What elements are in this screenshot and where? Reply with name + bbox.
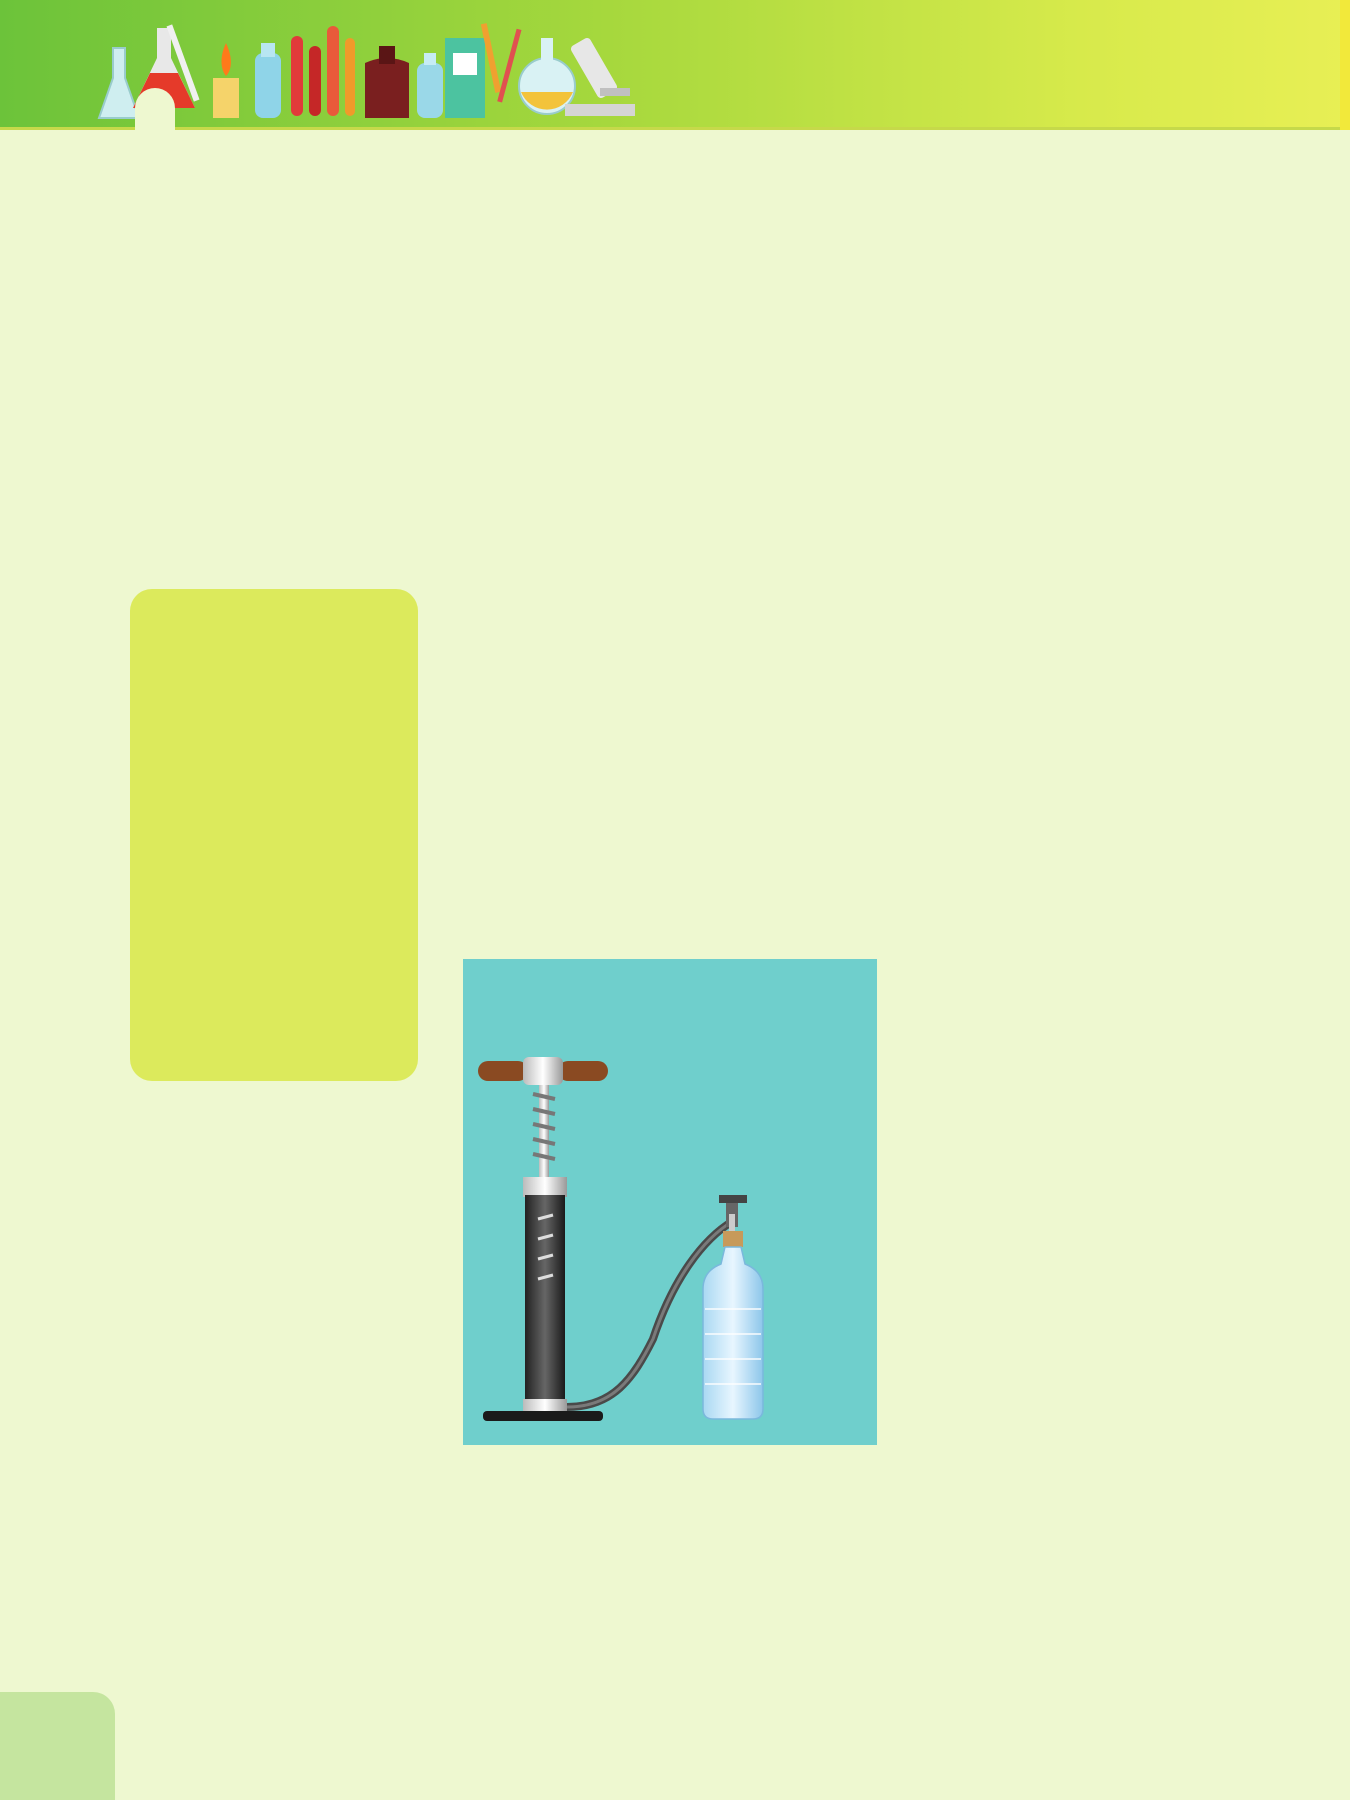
lab-equipment-illustration	[95, 8, 715, 133]
pump-illustration	[463, 959, 877, 1445]
introduction-paragraph-2	[130, 476, 1240, 509]
page-number-tab	[0, 1692, 115, 1800]
pump-bottle-figure	[463, 959, 877, 1445]
pump-handle-right	[558, 1061, 608, 1081]
pump-handle-left	[478, 1061, 528, 1081]
cork-icon	[723, 1231, 743, 1247]
introduction-paragraph-1	[130, 399, 1240, 432]
banner-edge-stripe	[1340, 0, 1350, 130]
activity-title	[135, 88, 175, 148]
header-banner	[0, 0, 1350, 130]
materials-box	[130, 589, 418, 1081]
